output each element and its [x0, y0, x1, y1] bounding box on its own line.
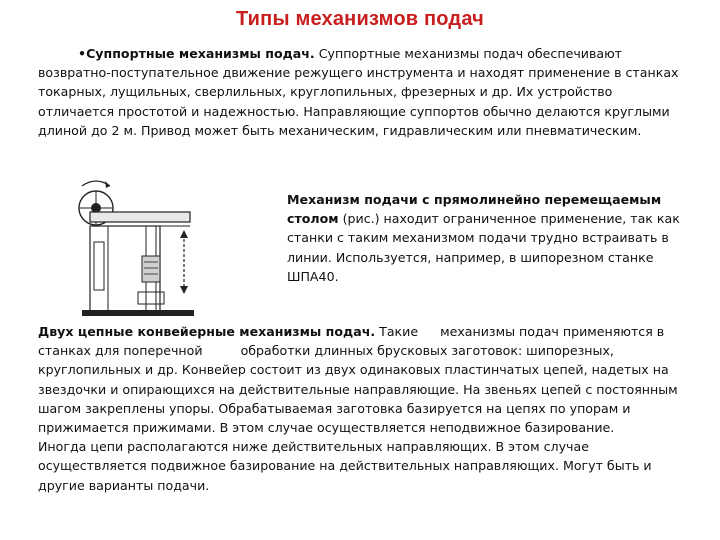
section-chain-heading: Двух цепные конвейерные механизмы подач. — [38, 324, 376, 339]
section-chain-text-d: Иногда цепи располагаются ниже действительных направляющих. В этом случае осуществляется подвижное базирование на действительных направляющих. Могут быть и другие варианты подачи. — [38, 439, 652, 493]
machine-base — [82, 310, 194, 316]
section-linear-table-text: (рис.) находит ограниченное применение, так как станки с таким механизмом подачи трудно встраивать в линии. Используется, например, в шипорезном станке ШПА40. — [287, 211, 680, 284]
section-support-mechanisms — [38, 44, 690, 140]
moving-table — [90, 212, 190, 222]
section-support-text: Суппортные механизмы подач обеспечивают возвратно-поступательное движение режущего инструмента и находят применение в станках токарных, лущильных, сверлильных, круглопильных, фрезерных и др. Их устройство отличается простотой и надежностью. Направляющие суппортов обычно делаются круглыми длиной до 2 м. Привод может быть механическим, гидравлическим или пневматическим. — [38, 46, 679, 138]
section-linear-table — [287, 190, 697, 286]
section-support-heading: Суппортные механизмы подач. — [86, 46, 315, 61]
section-chain-conveyor — [38, 322, 690, 495]
section-chain-text-a: Такие — [375, 324, 419, 339]
section-chain-text-b: механизмы подач применяются в станках для поперечной — [38, 324, 665, 359]
section-chain-text-c: обработки длинных брусковых заготовок: шипорезных, круглопильных и др. Конвейер состоит из двух одинаковых пластинчатых цепей, надетых на звездочки и опирающихся на действительные направляющие. На звеньях цепей с постоянным шагом закреплены упоры. Обрабатываемая заготовка базируется на цепях по упорам и прижимается прижимами. В этом случае осуществляется неподвижное базирование. — [38, 343, 678, 436]
page-title: Типы механизмов подач — [236, 8, 484, 30]
bullet: • — [78, 46, 87, 61]
section-linear-table-heading: Механизм подачи с прямолинейно перемещаемым столом — [287, 192, 662, 227]
table-feed-mechanism-figure — [68, 172, 258, 320]
